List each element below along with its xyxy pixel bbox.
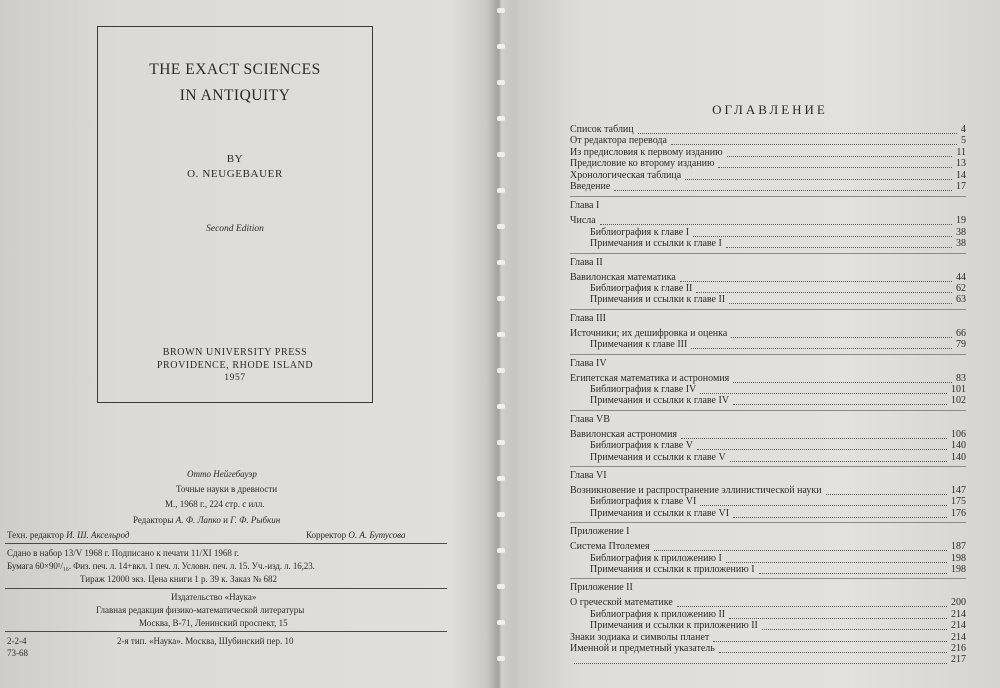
toc-page-number: 13 [956,158,966,170]
toc-leader-dots [691,346,952,349]
author-name: O. NEUGEBAUER [187,168,283,180]
toc-leader-dots [733,402,947,405]
house-line-3: Москва, В-71, Ленинский проспект, 15 [139,618,288,628]
toc-entry [570,170,966,182]
toc-entry [570,395,966,407]
stitch-mark [497,368,505,373]
code-2: 73-68 [7,648,28,658]
toc-chapter-heading: Приложение I [570,526,630,538]
stitch-mark [497,116,505,121]
corrector-label: Корректор [306,530,347,540]
print-line-1: Сдано в набор 13/V 1968 г. Подписано к печати 11/XI 1968 г. [7,548,240,558]
divider-2 [5,588,447,589]
toc-entry [570,384,966,396]
toc-page-number: 102 [951,395,966,407]
toc-page-number: 217 [951,654,966,666]
printer-line: 2-я тип. «Наука». Москва, Шубинский пер. 10 [117,636,294,646]
toc-entry-label: Именной и предметный указатель [570,643,715,654]
publisher-line-1: BROWN UNIVERSITY PRESS [162,347,308,358]
toc-leader-dots [681,436,947,439]
toc-leader-dots [733,380,952,383]
toc-entry-label: Предисловие ко второму изданию [570,158,715,170]
toc-leader-dots [726,560,947,563]
toc-entry [570,508,966,520]
toc-chapter-heading: Глава III [570,312,606,324]
toc-entry-label: Хронологическая таблица [570,169,682,181]
toc-page-number: 140 [951,440,966,452]
toc-entry-label: Источники; их дешифровка и оценка [570,327,728,339]
toc-page-number: 198 [951,564,966,575]
toc-page-number: 5 [961,135,966,147]
stitch-mark [497,80,505,85]
stitch-mark [497,548,505,553]
toc-entry-label: Знаки зодиака и символы планет [570,631,710,643]
editor-1: А. Ф. Лапко [175,515,221,525]
toc-entry-label: Числа [570,215,596,227]
toc-page-number: 38 [956,238,966,250]
toc-leader-dots [719,650,947,653]
toc-entry-label: Список таблиц [570,124,634,135]
title-line-1: THE EXACT SCIENCES [149,61,321,78]
stitch-mark [497,188,505,193]
toc-page-number: 19 [956,215,966,227]
stitch-mark [497,44,505,49]
toc-leader-dots [727,154,952,157]
title-line-2: IN ANTIQUITY [179,87,291,104]
stitch-mark [497,152,505,157]
toc-entry [570,283,966,295]
title-page-frame [97,26,373,403]
toc-entry [570,654,966,666]
toc-entry-label: Примечания и ссылки к приложению II [590,620,758,632]
toc-page-number: 214 [951,608,966,620]
toc-entry [570,339,966,351]
toc-entry [570,227,966,239]
toc-chapter-heading: Приложение II [570,582,633,594]
corrector-line [306,530,405,540]
toc-page-number: 17 [956,181,966,192]
toc-chapter-heading: Глава VI [570,470,607,481]
toc-entry [570,429,966,441]
toc-leader-dots [700,503,947,506]
toc-leader-dots [600,222,952,225]
stitch-mark [497,296,505,301]
toc-entry [570,328,966,340]
toc-separator [570,410,966,411]
toc-chapter-heading: Глава II [570,256,603,268]
toc-entry-label: Примечания к главе III [590,339,688,351]
toc-leader-dots [726,245,952,248]
toc-entry-label: Вавилонская математика [570,271,676,283]
toc-entry-label: Библиография к главе VI [590,496,697,508]
toc-leader-dots [729,301,952,304]
ru-pubinfo: М., 1968 г., 224 стр. с илл. [165,499,265,509]
code-1: 2-2-4 [7,636,27,646]
toc-entry-label: Примечания и ссылки к приложению I [590,564,755,575]
toc-entry [570,541,966,553]
toc-separator [570,578,966,579]
toc-entry-label: От редактора перевода [570,135,667,147]
toc-page-number: 216 [951,643,966,654]
toc-entry-label: Из предисловия к первому изданию [570,146,723,158]
publisher-line-2: PROVIDENCE, RHODE ISLAND [156,360,314,371]
tech-editor: И. Ш. Аксельрод [66,530,130,540]
toc-chapter-heading: Глава I [570,200,600,212]
toc-leader-dots [685,177,952,180]
toc-leader-dots [713,639,947,642]
toc-entry [570,564,966,576]
tech-label: Техн. редактор [7,530,64,540]
toc-entry-label: Примечания и ссылки к главе II [590,294,726,306]
toc-page-number: 147 [951,485,966,496]
toc-entry [570,147,966,159]
toc-chapter-heading: Глава VB [570,413,610,425]
toc-entry-label: Вавилонская астрономия [570,428,678,440]
toc-entry [570,620,966,632]
stitch-mark [497,656,505,661]
toc-entry [570,632,966,644]
print-line-3: Тираж 12000 экз. Цена книги 1 р. 39 к. Заказ № 682 [80,574,278,584]
editors-line [133,515,280,525]
toc-separator [570,253,966,254]
toc-page-number: 140 [951,451,966,463]
toc-entry-label: О греческой математике [570,597,673,609]
stitch-mark [497,404,505,409]
toc-page-number: 62 [956,283,966,294]
toc-entry-label: Примечания и ссылки к главе VI [590,507,730,519]
corrector: О. А. Бутусова [348,530,406,540]
toc-leader-dots [638,131,957,134]
toc-entry [570,485,966,497]
toc-entry-label: Примечания и ссылки к главе I [590,238,722,250]
toc-page-number: 14 [956,169,966,181]
toc-entry-label: Библиография к главе V [590,440,693,452]
toc-leader-dots [826,492,947,495]
toc-entry [570,496,966,508]
toc-page-number: 106 [951,428,966,440]
toc-page-number: 101 [951,384,966,395]
toc-page-number: 4 [961,124,966,135]
toc-leader-dots [671,142,957,145]
toc-entry [570,124,966,136]
toc-entry [570,553,966,565]
toc-chapter-heading: Глава IV [570,357,607,369]
toc-leader-dots [700,391,947,394]
toc-leader-dots [733,515,947,518]
toc-separator [570,196,966,197]
toc-heading: ОГЛАВЛЕНИЕ [712,102,828,117]
stitch-mark [497,8,505,13]
editor-2: Г. Ф. Рыбкин [230,515,281,525]
toc-page-number: 63 [956,294,966,306]
toc-page-number: 200 [951,597,966,609]
stitch-mark [497,260,505,265]
toc-page-number: 83 [956,372,966,384]
toc-entry [570,158,966,170]
toc-separator [570,522,966,523]
toc-leader-dots [696,290,952,293]
toc-leader-dots [654,548,947,551]
toc-entry-label: Библиография к главе IV [590,384,697,395]
toc-entry [570,597,966,609]
toc-entry-label: Библиография к приложению II [590,608,726,620]
toc-page-number: 175 [951,496,966,508]
toc-separator [570,309,966,310]
toc-entry [570,294,966,306]
toc-entry [570,452,966,464]
toc-leader-dots [718,165,952,168]
toc-entry-label: Введение [570,181,611,192]
toc-entry-label: Возникновение и распространение эллинистической науки [570,485,822,496]
stitch-mark [497,620,505,625]
toc-leader-dots [677,604,947,607]
house-line-1: Издательство «Наука» [171,592,257,602]
stitch-mark [497,224,505,229]
toc-entry-label: Примечания и ссылки к главе V [590,451,726,463]
ru-title: Точные науки в древности [176,484,278,494]
tech-editor-line [7,530,129,540]
stitch-mark [497,440,505,445]
toc-leader-dots [731,335,952,338]
toc-leader-dots [759,571,947,574]
stitch-mark [497,512,505,517]
toc-page-number: 79 [956,339,966,351]
toc-entry [570,643,966,655]
house-line-2: Главная редакция физико-математической литературы [96,605,305,615]
stitch-mark [497,476,505,481]
divider-3 [5,631,447,632]
toc-entry [570,609,966,621]
toc-leader-dots [762,627,947,630]
print-line-2: Бумага 60×90¹/₁₆. Физ. печ. л. 14+вкл. 1 печ. л. Условн. печ. л. 15. Уч.-изд. л. 16,23. [7,561,315,571]
toc-entry-label: Египетская математика и астрономия [570,372,730,384]
toc-page-number: 214 [951,631,966,643]
toc-page-number: 198 [951,552,966,564]
toc-entry [570,272,966,284]
toc-leader-dots [730,459,947,462]
toc-leader-dots [614,188,952,191]
toc-page-number: 44 [956,271,966,283]
toc-leader-dots [729,616,947,619]
toc-leader-dots [680,279,952,282]
toc-entry-label: Библиография к главе II [590,283,693,294]
edition-label: Second Edition [206,224,264,234]
stitch-mark [497,584,505,589]
toc-leader-dots [697,447,947,450]
stitch-mark [497,332,505,337]
toc-page-number: 11 [956,146,966,158]
toc-entry [570,440,966,452]
toc-entry [570,373,966,385]
toc-entry [570,238,966,250]
by-label: BY [226,153,244,165]
toc-separator [570,466,966,467]
toc-entry [570,181,966,193]
publisher-year: 1957 [224,373,246,383]
toc-page-number: 38 [956,226,966,238]
toc-entry-label: Библиография к приложению I [590,552,722,564]
toc-entry-label: Библиография к главе I [590,226,690,238]
toc-page-number: 187 [951,541,966,553]
toc-leader-dots [574,661,947,664]
divider-1 [5,543,447,544]
toc-separator [570,354,966,355]
ru-author: Отто Нейгебауэр [187,469,257,479]
toc-page-number: 66 [956,327,966,339]
toc-entry [570,215,966,227]
toc-entry-label: Примечания и ссылки к главе IV [590,395,730,407]
toc-entry-label: Система Птолемея [570,541,650,553]
toc-page-number: 176 [951,507,966,519]
editors-label: Редакторы [133,515,174,525]
editors-and: и [223,515,228,525]
toc-entry [570,135,966,147]
toc-page-number: 214 [951,620,966,632]
toc-leader-dots [693,234,952,237]
